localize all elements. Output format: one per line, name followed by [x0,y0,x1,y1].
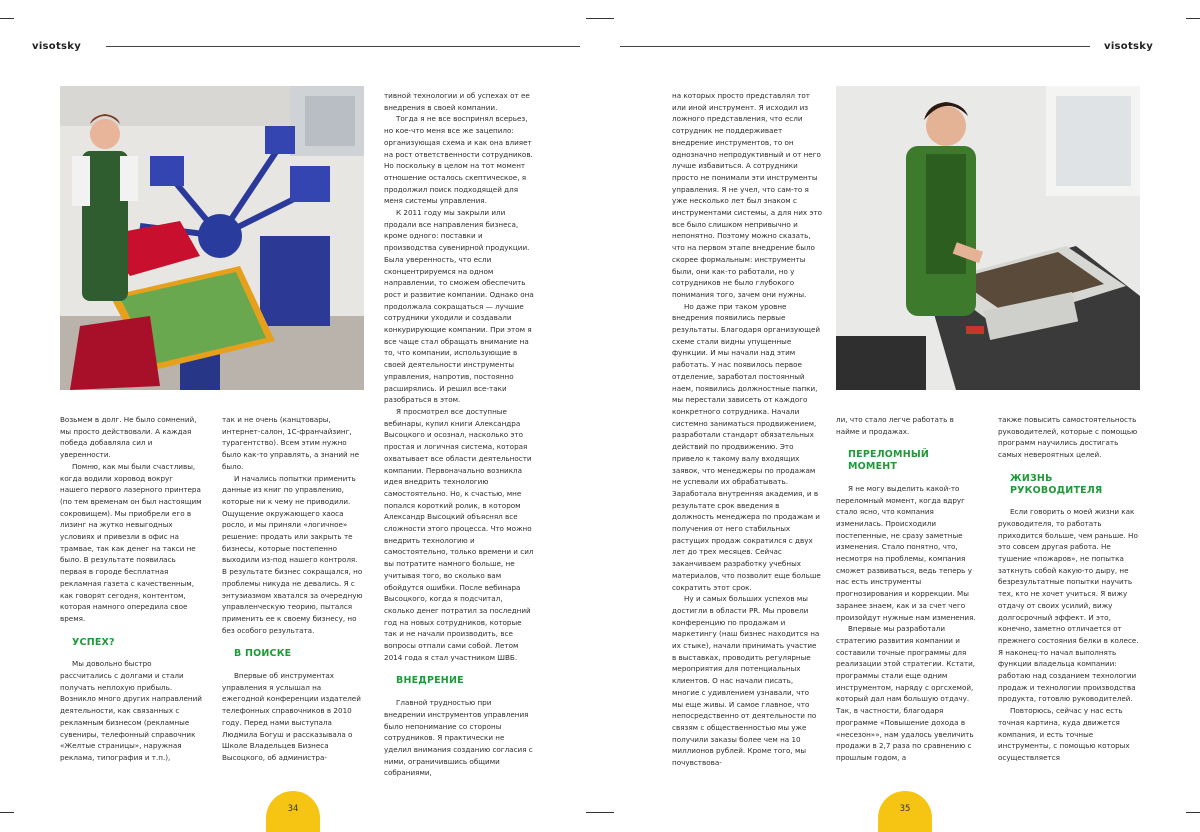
paragraph: Тогда я не все воспринял всерьез, но кое-что меня все же зацепило: организующая схема и как она влияет на рост ответственности сотрудников. Но поскольку в целом на тот момент отношение осталось скептическое, я продолжил поиск подходящей для меня системы управления. [384,114,533,206]
text-column-3 [998,414,1140,762]
paragraph: Мы довольно быстро рассчитались с долгами и стали получать неплохую прибыль. Возникло много других направлений деятельности, как связанных с рекламным бизнесом (рекламные сувениры, телефонный справочник «Желтые страницы», наружная реклама, типография и т.п.), [60,659,202,762]
section-heading: ВНЕДРЕНИЕ [396,675,464,687]
header-rule [620,46,1090,47]
paragraph: Ну и самых больших успехов мы достигли в области PR. Мы провели конференцию по продажам и маркетингу (наш бизнес находится на их стыке), начали принимать участие в выставках, проводить регулярные мероприятия для потенциальных клиентов. О нас начали писать, многие с удивлением узнавали, что мы еще живы. И самое главное, что непосредственно от деятельности по связям с общественностью мы уже получили заказы более чем на 10 миллионов рублей. Кроме того, мы почувствова- [672,594,820,768]
paragraph: Возьмем в долг. Не было сомнений, мы просто действовали. А каждая победа добавляла сил и уверенности. [60,415,197,460]
screen-printing-illustration [60,86,364,390]
crop-mark [600,812,614,813]
paragraph: на которых просто представлял тот или иной инструмент. Я исходил из ложного представления, что если сотрудник не поддерживает внедрение инструментов, то он однозначно непродуктивный и от него лучше избавиться. А сотрудники просто не понимали эти инструменты управления. Я не учел, что сам-то я уже несколько лет был знаком с инструментами системы, а для них это все было слишком непривычно и непонятно. Поэтому можно сказать, что на первом этапе внедрение было скорее формальным: инструменты были, они как-то работали, но у сотрудников не было глубокого понимания того, зачем они нужны. [672,91,822,299]
paragraph: Я не могу выделить какой-то переломный момент, когда вдруг стало ясно, что компания изменилась. Происходили постепенные, не сразу заметные изменения. Стало понятно, что, несмотря на проблемы, компания сможет развиваться, ведь теперь у нас есть инструменты прогнозирования и коррекции. Мы заранее знаем, как и за счет чего произойдут нужные нам изменения. [836,483,976,622]
paragraph: Если говорить о моей жизни как руководителя, то работать приходится больше, чем раньше. Но это совсем другая работа. Не тушение «пожаров», не попытка заткнуть собой какую-то дыру, не безрезультатные попытки научить тех, кто не хочет учиться. Я вижу отдачу от своих усилий, вижу долгосрочный эффект. И это, конечно, заметно отличается от прежнего состояния белки в колесе. Я наконец-то начал выполнять функции владельца компании: работаю над созданием технологии продаж и технологии производства продукта, готовлю руководителей. [998,507,1139,704]
crop-mark [1186,812,1200,813]
paragraph: И начались попытки применить данные из книг по управлению, которые ни к чему не приводили. Ощущение окружающего хаоса росло, и мы приняли «логичное» решение: продать или закрыть те бизнесы, которые постепенно выходили из-под нашего контроля. В результате бизнес сокращался, но проблемы никуда не девались. Я с энтузиазмом хватался за очередную управленческую теорию, пытался применить ее к своему бизнесу, но без особого результата. [222,473,363,635]
page-number: 35 [878,791,932,832]
crop-mark [0,18,14,19]
text-column-1 [672,90,822,768]
paragraph: тивной технологии и об успехах от ее внедрения в своей компании. [384,91,530,112]
paragraph: также повысить самостоятельность руководителей, которые с помощью программ научились достигать самых невероятных целей. [998,415,1138,460]
brand-logo: visotsky [32,41,82,52]
photo-screen-printing [60,86,364,390]
paragraph: Я просмотрел все доступные вебинары, купил книги Александра Высоцкого и осознал, насколько это простая и логичная система, которая охватывает все области деятельности компании. Первоначально возникла идея внедрить технологию самостоятельно. Но, к счастью, мне попался короткий ролик, в котором Александр Высоцкий объяснял все сложности этого процесса. Что можно внедрить технологию и самостоятельно, только времени и сил вы потратите намного больше, не учитывая того, во сколько вам обойдутся ошибки. После вебинара Высоцкого, когда я подсчитал, сколько денег потратил за последний год на новых сотрудников, которые так и не начали производить, все вопросы отпали сами собой. Летом 2014 года я стал участником ШВБ. [384,406,534,662]
crop-mark [586,18,600,19]
laser-engraver-illustration [836,86,1140,390]
paragraph: К 2011 году мы закрыли или продали все направления бизнеса, кроме одного: поставки и производства сувенирной продукции. Была уверенность, что если сконцентрируемся на одном направлении, то сможем обеспечить рост и развитие компании. Однако она продолжала сокращаться — лучшие сотрудники уходили и создавали конкурирующие компании. При этом я все чаще стал обращать внимание на то, что компании, использующие в своей деятельности инструменты управления, напротив, постоянно расширялись. И решил все-таки разобраться в этом. [384,208,534,405]
section-heading: ЖИЗНЬ РУКОВОДИТЕЛЯ [1010,472,1103,496]
text-column-2 [222,414,364,762]
crop-mark [1186,18,1200,19]
text-column-1 [60,414,202,762]
page-number: 34 [266,791,320,832]
section-heading: В ПОИСКЕ [234,648,292,660]
header-rule [106,46,580,47]
crop-mark [0,812,14,813]
section-heading: ПЕРЕЛОМНЫЙ МОМЕНТ [848,449,930,473]
text-column-2 [836,414,978,762]
photo-laser-engraver [836,86,1140,390]
paragraph: Впервые мы разработали стратегию развития компании и составили точные программы для реализации этой стратегии. Кстати, программы стали еще одним инструментом, наряду с оргсхемой, который дал нам большую отдачу. Так, в частности, благодаря программе «Повышение дохода в «несезон»», нам удалось увеличить продажи в 2,7 раза по сравнению с прошлым годом, а [836,624,976,762]
crop-mark [600,18,614,19]
paragraph: ли, что стало легче работать в найме и продажах. [836,415,954,436]
text-column-3 [384,90,534,778]
brand-logo: visotsky [1104,41,1154,52]
section-heading: УСПЕХ? [72,636,115,648]
paragraph: Повторюсь, сейчас у нас есть точная картина, куда движется компания, и есть точные инструменты, с помощью которых осуществляется [998,706,1130,762]
paragraph: Но даже при таком уровне внедрения появились первые результаты. Благодаря организующей схеме стали видны упущенные функции. И мы начали над этим работать. У нас появилось первое отделение, заработал постоянный наем, появились должностные папки, мы перестали зависеть от каждого конкретного сотрудника. Начали системно заниматься продвижением, разработали стандарт обязательных действий по продвижению. Это привело к такому валу входящих заявок, что менеджеры по продажам не успевали их обрабатывать. Заработала внутренняя академия, и в результате срок введения в должность менеджера по продажам и получения от него стабильных растущих продаж сократился с двух лет до трех месяцев. Сейчас заканчиваем разработку учебных материалов, что позволит еще больше сократить этот срок. [672,301,821,592]
right-page [600,0,1200,832]
paragraph: так и не очень (канцтовары, интернет-салон, 1С-франчайзинг, турагентство). Всем этим нужно было как-то управлять, а знаний не было. [222,415,360,471]
crop-mark [586,812,600,813]
paragraph: Впервые об инструментах управления я услышал на ежегодной конференции издателей телефонных справочников в 2010 году. Перед нами выступала Людмила Богуш и рассказывала о Школе Владельцев Бизнеса Высоцкого, об администра- [222,671,361,762]
paragraph: Помню, как мы были счастливы, когда водили хоровод вокруг нашего первого лазерного принтера (по тем временам он был настоящим сокровищем). Мы приобрели его в лизинг на жутко невыгодных условиях и привезли в офис на трамвае, так как денег на такси не было. В результате появилась первая в городе бесплатная рекламная газета с качественным, как говорят сегодня, контентом, которая намного опередила свое время. [60,461,202,623]
paragraph: Главной трудностью при внедрении инструментов управления было непонимание со стороны сотрудников. Я практически не уделил внимания созданию согласия с ними, ограничившись общими собраниями, [384,698,533,778]
